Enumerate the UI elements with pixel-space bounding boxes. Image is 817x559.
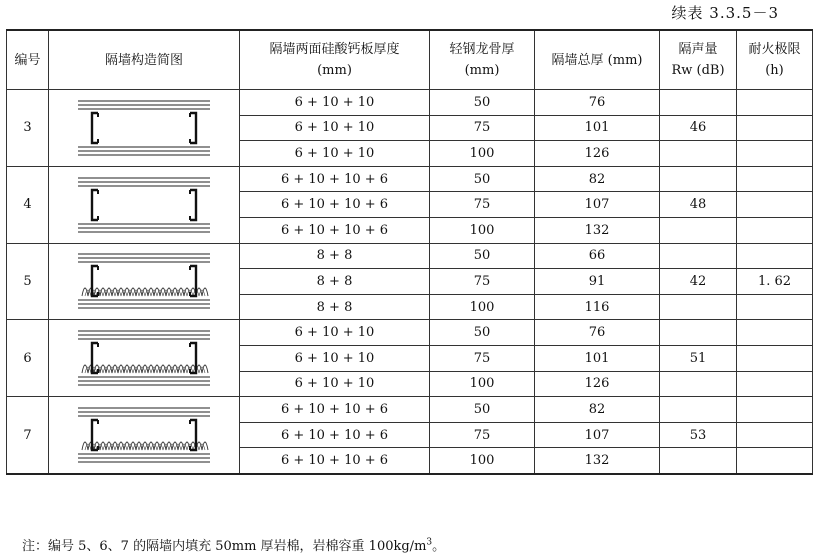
board-thickness: 6 + 10 + 10 [240,115,430,141]
total-thickness: 82 [535,397,660,423]
fire-rating-blank [737,141,813,167]
fire-rating-blank [737,90,813,116]
total-thickness: 116 [535,294,660,320]
header-total: 隔墙总厚 (mm) [535,30,660,90]
board-thickness: 6 + 10 + 10 [240,371,430,397]
board-thickness: 8 + 8 [240,269,430,295]
keel-thickness: 75 [430,192,535,218]
sound-rw-blank [660,141,737,167]
board-thickness: 8 + 8 [240,243,430,269]
total-thickness: 101 [535,115,660,141]
keel-thickness: 100 [430,371,535,397]
diagram-cell [49,397,240,474]
fire-rating [737,422,813,448]
wall-section-diagram [78,174,210,236]
fire-rating-blank [737,217,813,243]
sound-rw-blank [660,294,737,320]
sound-rw: 46 [660,115,737,141]
fire-rating-blank [737,397,813,423]
table-row [7,320,813,346]
header-sound-unit: Rw (dB) [671,63,725,78]
header-keel-unit: (mm) [464,63,500,78]
table-row [7,90,813,116]
table-row [7,397,813,423]
board-thickness: 6 + 10 + 10 [240,90,430,116]
fire-rating [737,115,813,141]
sound-rw-blank [660,166,737,192]
sound-rw-blank [660,448,737,474]
row-number: 6 [7,320,49,397]
diagram-cell [49,90,240,167]
diagram-cell [49,243,240,320]
header-keel-label: 轻钢龙骨厚 [449,42,515,57]
keel-thickness: 75 [430,422,535,448]
row-number: 4 [7,166,49,243]
header-sound [660,30,737,90]
keel-thickness: 100 [430,141,535,167]
fire-rating [737,192,813,218]
sound-rw-blank [660,397,737,423]
total-thickness: 101 [535,345,660,371]
header-no: 编号 [7,30,49,90]
header-row [7,30,813,90]
header-board-unit: (mm) [317,63,352,78]
table-row [7,243,813,269]
total-thickness: 76 [535,320,660,346]
sound-rw-blank [660,320,737,346]
total-thickness: 66 [535,243,660,269]
sound-rw-blank [660,217,737,243]
board-thickness: 6 + 10 + 10 [240,141,430,167]
board-thickness: 6 + 10 + 10 + 6 [240,397,430,423]
continuation-label: 续表 3.3.5－3 [671,4,779,22]
sound-rw: 48 [660,192,737,218]
total-thickness: 132 [535,448,660,474]
sound-rw-blank [660,371,737,397]
total-thickness: 76 [535,90,660,116]
fire-rating-blank [737,448,813,474]
wall-section-diagram [78,97,210,159]
footnote-text: 注：编号 5、6、7 的隔墙内填充 50mm 厚岩棉，岩棉容重 100kg/m [22,539,427,554]
board-thickness: 6 + 10 + 10 [240,320,430,346]
keel-thickness: 50 [430,90,535,116]
fire-rating [737,345,813,371]
header-board-label: 隔墙两面硅酸钙板厚度 [269,42,400,57]
wall-section-diagram [78,327,210,389]
keel-thickness: 50 [430,320,535,346]
board-thickness: 6 + 10 + 10 + 6 [240,166,430,192]
sound-rw-blank [660,90,737,116]
header-board [240,30,430,90]
fire-rating-blank [737,243,813,269]
diagram-cell [49,166,240,243]
board-thickness: 6 + 10 + 10 + 6 [240,422,430,448]
total-thickness: 126 [535,371,660,397]
keel-thickness: 75 [430,269,535,295]
header-fire-unit: (h) [765,63,784,78]
total-thickness: 132 [535,217,660,243]
keel-thickness: 100 [430,217,535,243]
total-thickness: 107 [535,422,660,448]
board-thickness: 8 + 8 [240,294,430,320]
sound-rw-blank [660,243,737,269]
keel-thickness: 50 [430,166,535,192]
keel-thickness: 100 [430,448,535,474]
board-thickness: 6 + 10 + 10 [240,345,430,371]
header-diagram: 隔墙构造简图 [49,30,240,90]
header-sound-label: 隔声量 [678,42,718,57]
total-thickness: 91 [535,269,660,295]
keel-thickness: 50 [430,243,535,269]
diagram-cell [49,320,240,397]
fire-rating-blank [737,166,813,192]
fire-rating-blank [737,294,813,320]
fire-rating-blank [737,320,813,346]
board-thickness: 6 + 10 + 10 + 6 [240,448,430,474]
keel-thickness: 100 [430,294,535,320]
keel-thickness: 75 [430,345,535,371]
header-keel [430,30,535,90]
header-fire-label: 耐火极限 [748,42,801,57]
table-row [7,166,813,192]
keel-thickness: 50 [430,397,535,423]
footnote-superscript: 3 [426,537,433,548]
row-number: 5 [7,243,49,320]
wall-section-diagram [78,404,210,466]
row-number: 3 [7,90,49,167]
row-number: 7 [7,397,49,474]
header-fire [737,30,813,90]
footnote-end: 。 [432,539,446,554]
sound-rw: 53 [660,422,737,448]
total-thickness: 107 [535,192,660,218]
total-thickness: 126 [535,141,660,167]
board-thickness: 6 + 10 + 10 + 6 [240,217,430,243]
fire-rating: 1. 62 [737,269,813,295]
wall-section-diagram [78,250,210,312]
total-thickness: 82 [535,166,660,192]
fire-rating-blank [737,371,813,397]
sound-rw: 51 [660,345,737,371]
footnote [22,535,445,554]
keel-thickness: 75 [430,115,535,141]
partition-table [6,29,813,475]
board-thickness: 6 + 10 + 10 + 6 [240,192,430,218]
sound-rw: 42 [660,269,737,295]
